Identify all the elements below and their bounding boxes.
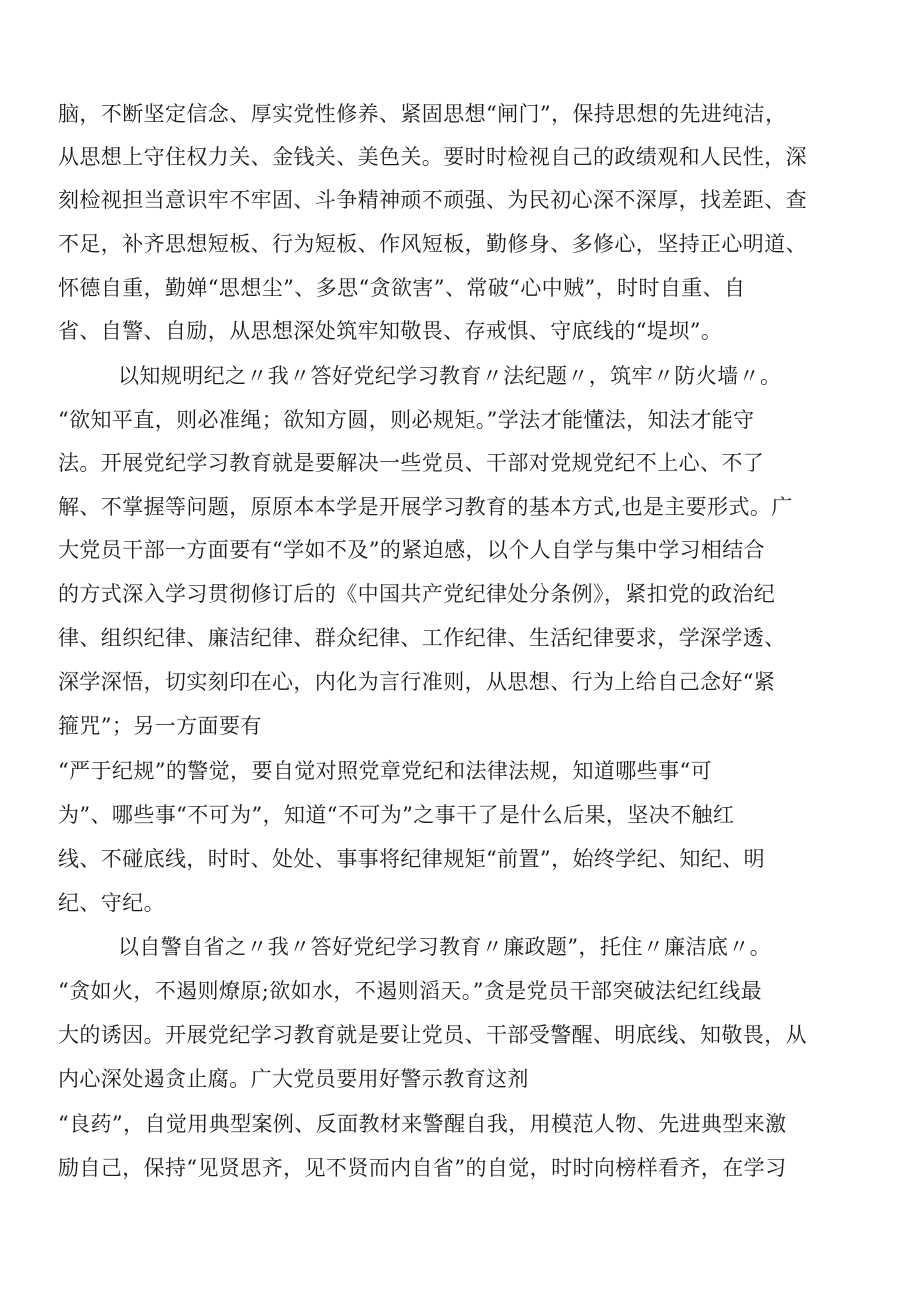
text-line: 脑，不断坚定信念、厚实党性修养、紧固思想“闸门”，保持思想的先进纯洁， — [58, 102, 787, 126]
text-line: “欲知平直，则必准绳；欲知方圆，则必规矩。”学法才能懂法，知法才能守 — [58, 408, 755, 432]
section-heading: 以自警自省之〃我〃答好党纪学习教育〃廉政题”，托住〃廉洁底〃。 — [118, 935, 772, 959]
text-line: 内心深处遏贪止腐。广大党员要用好警示教育这剂 — [58, 1067, 529, 1091]
text-line: “严于纪规”的警觉，要自觉对照党章党纪和法律法规，知道哪些事“可 — [58, 759, 713, 783]
text-line: 线、不碰底线，时时、处处、事事将纪律规矩“前置”，始终学纪、知纪、明 — [58, 847, 766, 871]
text-line: “贪如火，不遏则燎原;欲如水，不遏则滔天。”贪是党员干部突破法纪红线最 — [58, 979, 763, 1003]
text-line: 怀德自重，勤婵“思想尘”、多思“贪欲害”、常破“心中贼”，时时自重、自 — [58, 276, 746, 300]
text-line: 大的诱因。开展党纪学习教育就是要让党员、干部受警醒、明底线、知敬畏，从 — [58, 1023, 807, 1047]
text-line: 省、自警、自励，从思想深处筑牢知敬畏、存戒惧、守底线的“堤坝”。 — [58, 319, 723, 343]
text-line: 不足，补齐思想短板、行为短板、作风短板，勤修身、多修心，坚持正心明道、 — [58, 232, 807, 256]
text-line: 从思想上守住权力关、金钱关、美色关。要时时检视自己的政绩观和人民性，深 — [58, 145, 807, 169]
text-line: 大党员干部一方面要有“学如不及”的紧迫感，以个人自学与集中学习相结合 — [58, 538, 766, 562]
text-line: 解、不掌握等问题，原原本本学是开展学习教育的基本方式,也是主要形式。广 — [58, 495, 793, 519]
text-line: 的方式深入学习贯彻修订后的《中国共产党纪律处分条例》，紧扣党的政治纪 — [58, 582, 776, 606]
text-line: “良药”，自觉用典型案例、反面教材来警醒自我，用模范人物、先进典型来激 — [58, 1112, 787, 1136]
text-line: 刻检视担当意识牢不牢固、斗争精神顽不顽强、为民初心深不深厚，找差距、查 — [58, 188, 807, 212]
text-line: 箍咒”；另一方面要有 — [58, 714, 262, 738]
text-line: 法。开展党纪学习教育就是要解决一些党员、干部对党规党纪不上心、不了 — [58, 451, 765, 475]
text-line: 纪、守纪。 — [58, 891, 165, 915]
text-line: 律、组织纪律、廉洁纪律、群众纪律、工作纪律、生活纪律要求，学深学透、 — [58, 626, 786, 650]
section-heading: 以知规明纪之〃我〃答好党纪学习教育〃法纪题〃，筑牢〃防火墙〃。 — [118, 364, 782, 388]
text-line: 为”、哪些事“不可为”，知道“不可为”之事干了是什么后果，坚决不触红 — [58, 803, 735, 827]
text-line: 励自己，保持“见贤思齐，见不贤而内自省”的自觉，时时向榜样看齐，在学习 — [58, 1156, 787, 1180]
text-line: 深学深悟，切实刻印在心，内化为言行准则，从思想、行为上给自己念好“紧 — [58, 670, 776, 694]
